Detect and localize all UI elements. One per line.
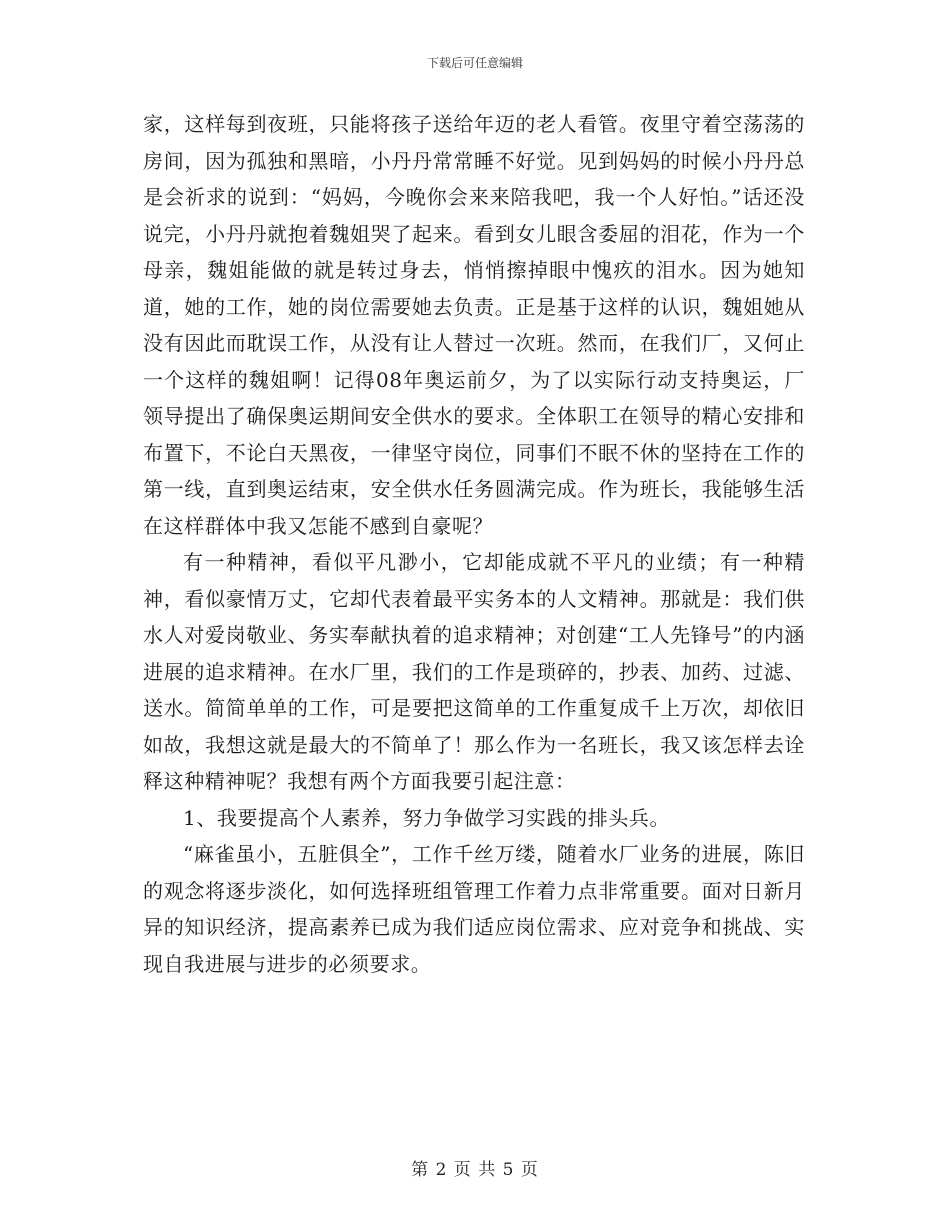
document-body [143,106,805,982]
paragraph-sparrow: “麻雀虽小，五脏俱全”，工作千丝万缕，随着水厂业务的进展，陈旧的观念将逐步淡化，如何选择班组管理工作着力点非常重要。面对日新月异的知识经济，提高素养已成为我们适应岗位需求、应对竞争和挑战、实现自我进展与进步的必须要求。 [143,842,805,976]
paragraph-spirit: 有一种精神，看似平凡渺小，它却能成就不平凡的业绩；有一种精神，看似豪情万丈，它却代表着最平实务本的人文精神。那就是：我们供水人对爱岗敬业、务实奉献执着的追求精神；对创建“工人先锋号”的内涵进展的追求精神。在水厂里，我们的工作是琐碎的，抄表、加药、过滤、送水。简简单单的工作，可是要把这简单的工作重复成千上万次，却依旧如故，我想这就是最大的不简单了！那么作为一名班长，我又该怎样去诠释这种精神呢？我想有两个方面我要引起注意： [143,550,805,793]
page-number: 第 2 页 共 5 页 [411,1160,539,1180]
paragraph-continued: 家，这样每到夜班，只能将孩子送给年迈的老人看管。夜里守着空荡荡的房间，因为孤独和黑暗，小丹丹常常睡不好觉。见到妈妈的时候小丹丹总是会祈求的说到：“妈妈，今晚你会来来陪我吧，我一个人好怕。”话还没说完，小丹丹就抱着魏姐哭了起来。看到女儿眼含委屈的泪花，作为一个母亲，魏姐能做的就是转过身去，悄悄擦掉眼中愧疚的泪水。因为她知道，她的工作，她的岗位需要她去负责。正是基于这样的认识，魏姐她从没有因此而耽误工作，从没有让人替过一次班。然而，在我们厂，又何止一个这样的魏姐啊！记得08年奥运前夕，为了以实际行动支持奥运，厂领导提出了确保奥运期间安全供水的要求。全体职工在领导的精心安排和布置下，不论白天黑夜，一律坚守岗位，同事们不眠不休的坚持在工作的第一线，直到奥运结束，安全供水任务圆满完成。作为班长，我能够生活在这样群体中我又怎能不感到自豪呢？ [143,112,805,538]
page-header: 下载后可任意编辑 [426,56,523,70]
section-heading-1: 1、我要提高个人素养，努力争做学习实践的排头兵。 [183,805,671,830]
